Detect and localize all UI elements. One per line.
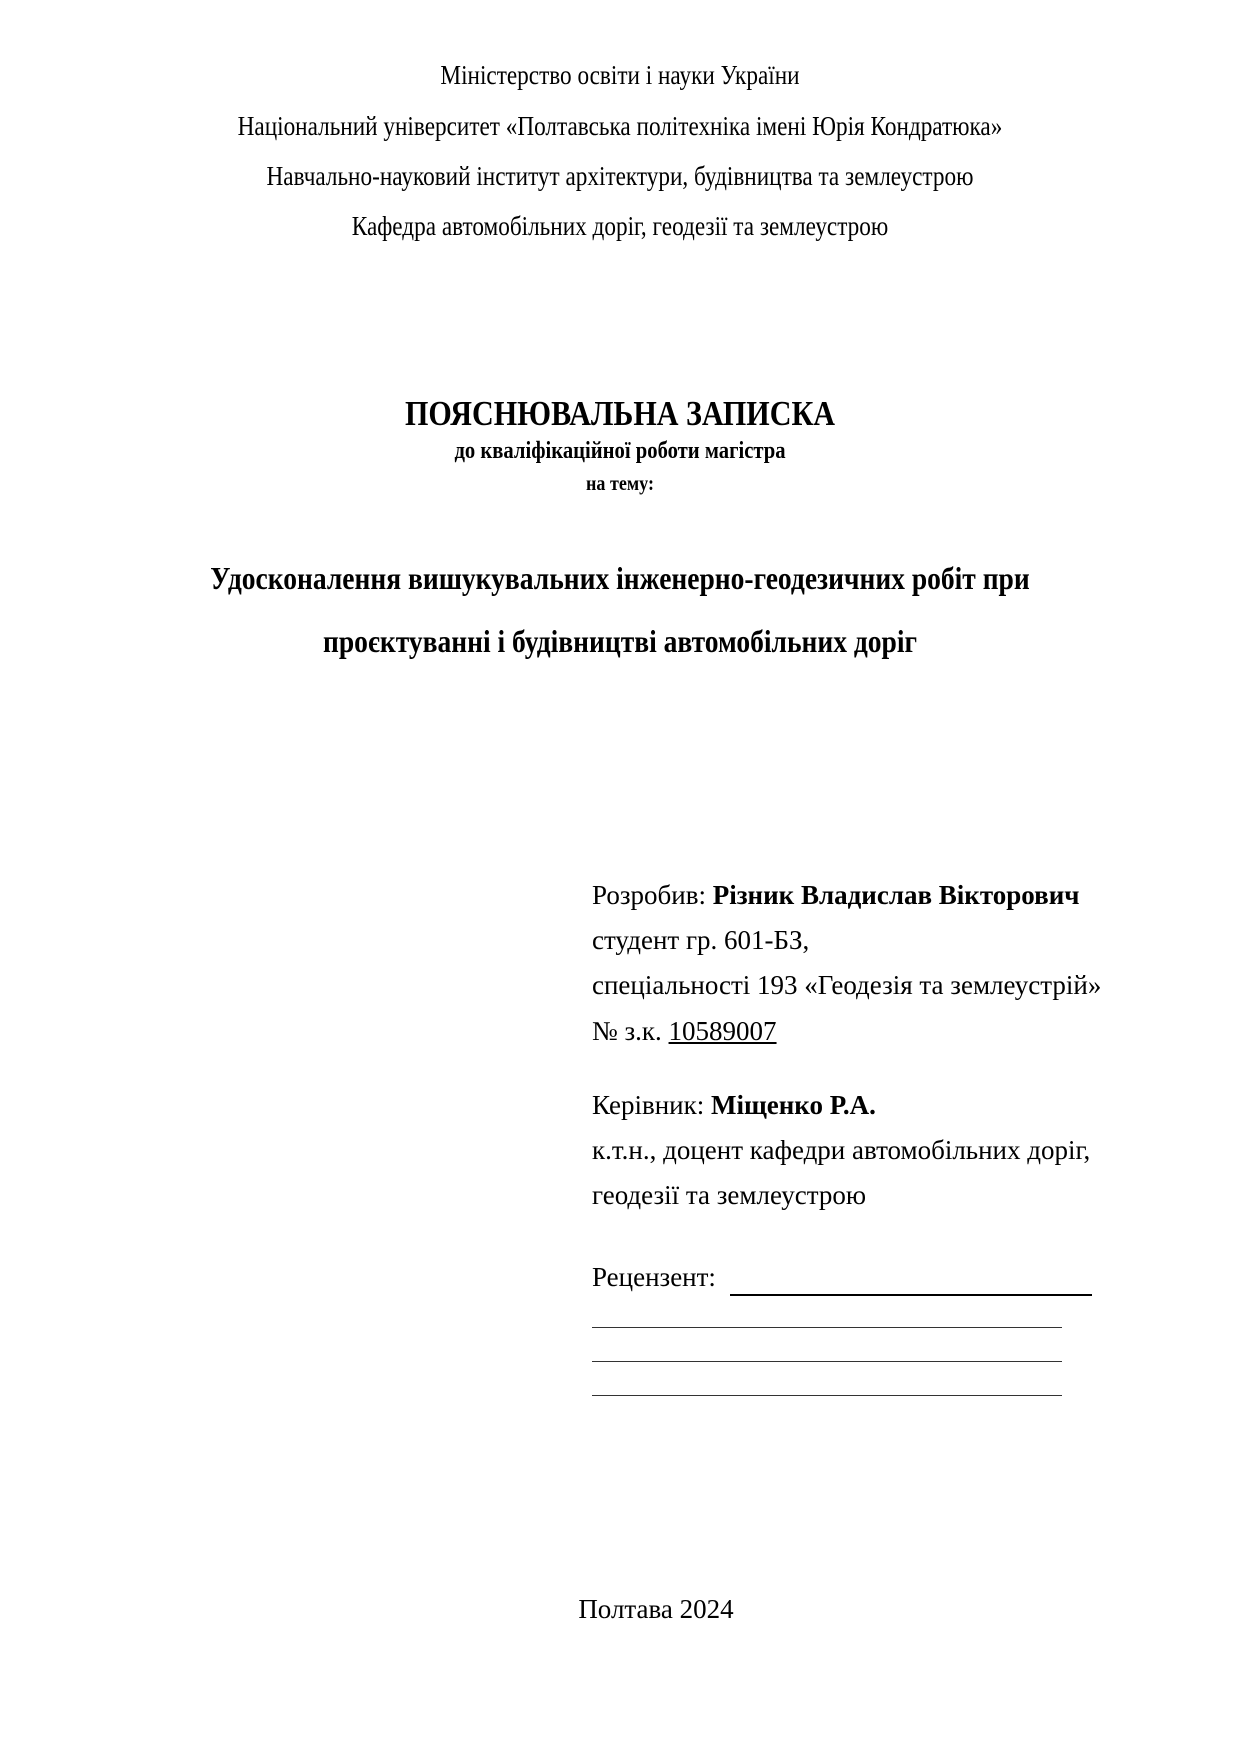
supervisor-label: Керівник:	[592, 1090, 705, 1120]
supervisor-position-1: к.т.н., доцент кафедри автомобільних доріг,	[592, 1135, 1091, 1165]
reviewer-blank-line-2	[592, 1361, 1062, 1362]
record-book-label: № з.к.	[592, 1016, 662, 1046]
reviewer-signature-line	[730, 1294, 1092, 1296]
record-book-line	[592, 1016, 777, 1047]
city-year: Полтава 2024	[578, 1594, 734, 1624]
author-name: Різник Владислав Вікторович	[712, 880, 1080, 910]
university-name: Національний університет «Полтавська політехніка імені Юрія Кондратюка»	[237, 111, 1003, 141]
ministry-name: Міністерство освіти і науки України	[440, 60, 800, 90]
document-title: ПОЯСНЮВАЛЬНА ЗАПИСКА	[404, 394, 836, 433]
department-name: Кафедра автомобільних доріг, геодезії та землеустрою	[351, 211, 889, 241]
author-line	[592, 880, 1079, 911]
document-subtitle: до кваліфікаційної роботи магістра	[454, 438, 786, 464]
supervisor-position-2: геодезії та землеустрою	[592, 1180, 867, 1210]
institute-name: Навчально-науковий інститут архітектури, будівництва та землеустрою	[266, 161, 974, 191]
record-book-number: 10589007	[668, 1016, 777, 1046]
author-group: студент гр. 601-БЗ,	[592, 925, 810, 955]
supervisor-line	[592, 1090, 876, 1121]
reviewer-label: Рецензент:	[592, 1262, 716, 1292]
reviewer-blank-line-3	[592, 1395, 1062, 1396]
author-specialty: спеціальності 193 «Геодезія та землеустрій»	[592, 970, 1102, 1000]
author-label: Розробив:	[592, 880, 706, 910]
reviewer-blank-line-1	[592, 1327, 1062, 1328]
topic-line-2: проєктуванні і будівництві автомобільних доріг	[323, 623, 917, 659]
supervisor-name: Міщенко Р.А.	[710, 1090, 876, 1120]
topic-label: на тему:	[586, 471, 654, 495]
topic-line-1: Удосконалення вишукувальних інженерно-геодезичних робіт при	[210, 560, 1030, 596]
